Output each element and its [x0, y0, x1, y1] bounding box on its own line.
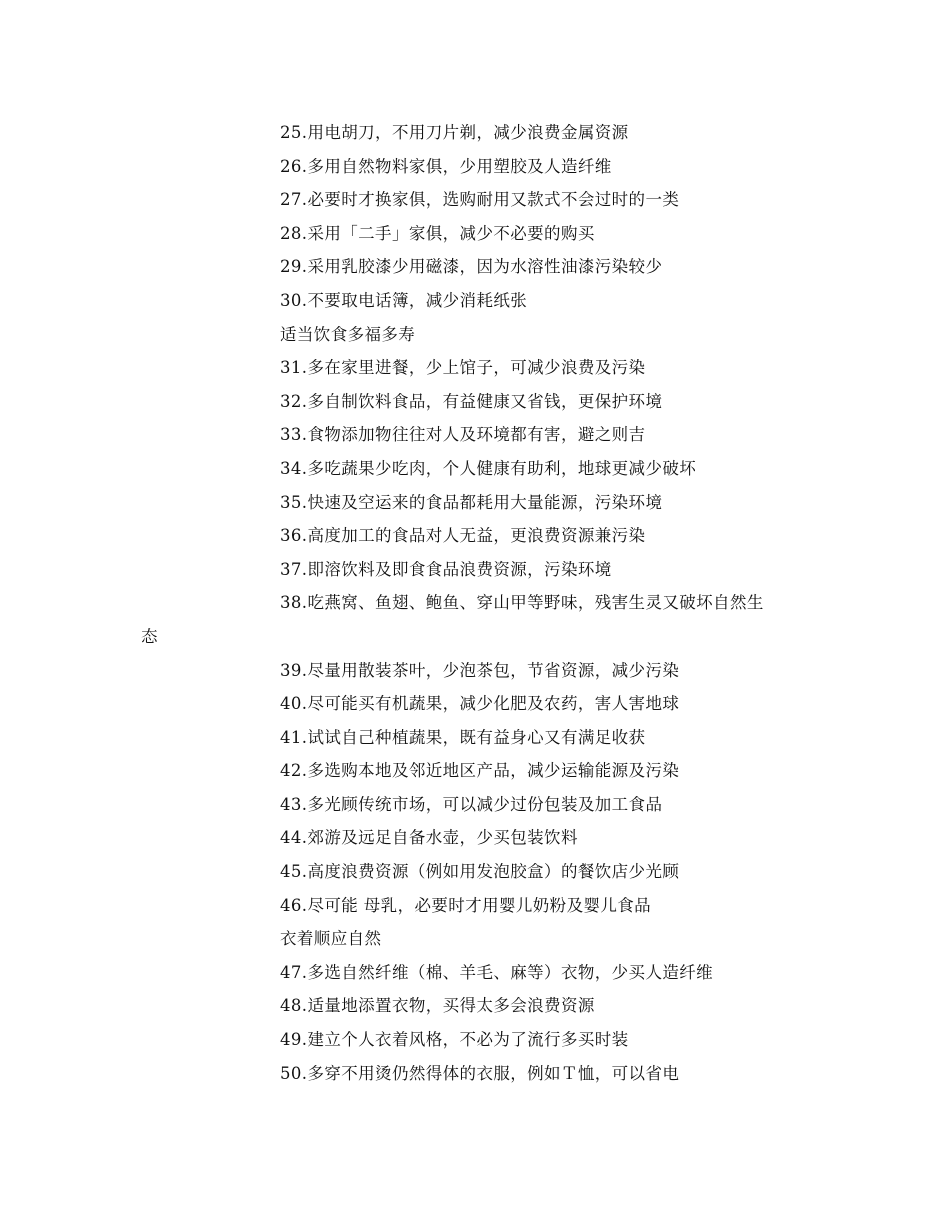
list-item: 39.尽量用散装茶叶，少泡茶包，节省资源，减少污染: [280, 660, 680, 680]
list-item: 34.多吃蔬果少吃肉，个人健康有助利，地球更减少破坏: [280, 458, 697, 478]
list-item: 44.郊游及远足自备水壶，少买包装饮料: [280, 828, 578, 848]
list-item: 32.多自制饮料食品，有益健康又省钱，更保护环境: [280, 391, 663, 411]
list-item: 45.高度浪费资源（例如用发泡胶盒）的餐饮店少光顾: [280, 862, 680, 882]
list-item: 27.必要时才换家俱，选购耐用又款式不会过时的一类: [280, 190, 680, 210]
list-item: 46.尽可能 母乳，必要时才用婴儿奶粉及婴儿食品: [280, 895, 652, 915]
list-item: 30.不要取电话簿，减少消耗纸张: [280, 290, 528, 310]
list-item: 36.高度加工的食品对人无益，更浪费资源兼污染: [280, 526, 646, 546]
list-item: 48.适量地添置衣物，买得太多会浪费资源: [280, 996, 595, 1016]
list-item: 35.快速及空运来的食品都耗用大量能源，污染环境: [280, 492, 663, 512]
list-item: 29.采用乳胶漆少用磁漆，因为水溶性油漆污染较少: [280, 257, 663, 277]
list-item: 49.建立个人衣着风格，不必为了流行多买时装: [280, 1030, 629, 1050]
list-item: 28.采用「二手」家俱，减少不必要的购买: [280, 223, 595, 243]
list-item: 41.试试自己种植蔬果，既有益身心又有满足收获: [280, 727, 646, 747]
list-item: 43.多光顾传统市场，可以减少过份包装及加工食品: [280, 794, 663, 814]
list-item: 26.多用自然物料家俱，少用塑胶及人造纤维: [280, 156, 612, 176]
list-item: 50.多穿不用烫仍然得体的衣服，例如Ｔ恤，可以省电: [280, 1063, 680, 1083]
list-item: 33.食物添加物往往对人及环境都有害，避之则吉: [280, 425, 646, 445]
list-item: 42.多选购本地及邻近地区产品，减少运输能源及污染: [280, 761, 680, 781]
section-heading: 衣着顺应自然: [280, 929, 382, 949]
list-item-continuation: 态: [141, 626, 158, 646]
section-heading: 适当饮食多福多寿: [280, 324, 416, 344]
list-item: 25.用电胡刀，不用刀片剃，减少浪费金属资源: [280, 123, 629, 142]
list-item: 47.多选自然纤维（棉、羊毛、麻等）衣物，少买人造纤维: [280, 962, 714, 982]
document-body: [141, 116, 840, 1090]
list-item: 38.吃燕窝、鱼翅、鲍鱼、穿山甲等野味，残害生灵又破坏自然生: [280, 593, 764, 613]
list-item: 40.尽可能买有机蔬果，减少化肥及农药，害人害地球: [280, 694, 680, 714]
list-item: 31.多在家里进餐，少上馆子，可减少浪费及污染: [280, 358, 646, 378]
list-item: 37.即溶饮料及即食食品浪费资源，污染环境: [280, 559, 612, 579]
